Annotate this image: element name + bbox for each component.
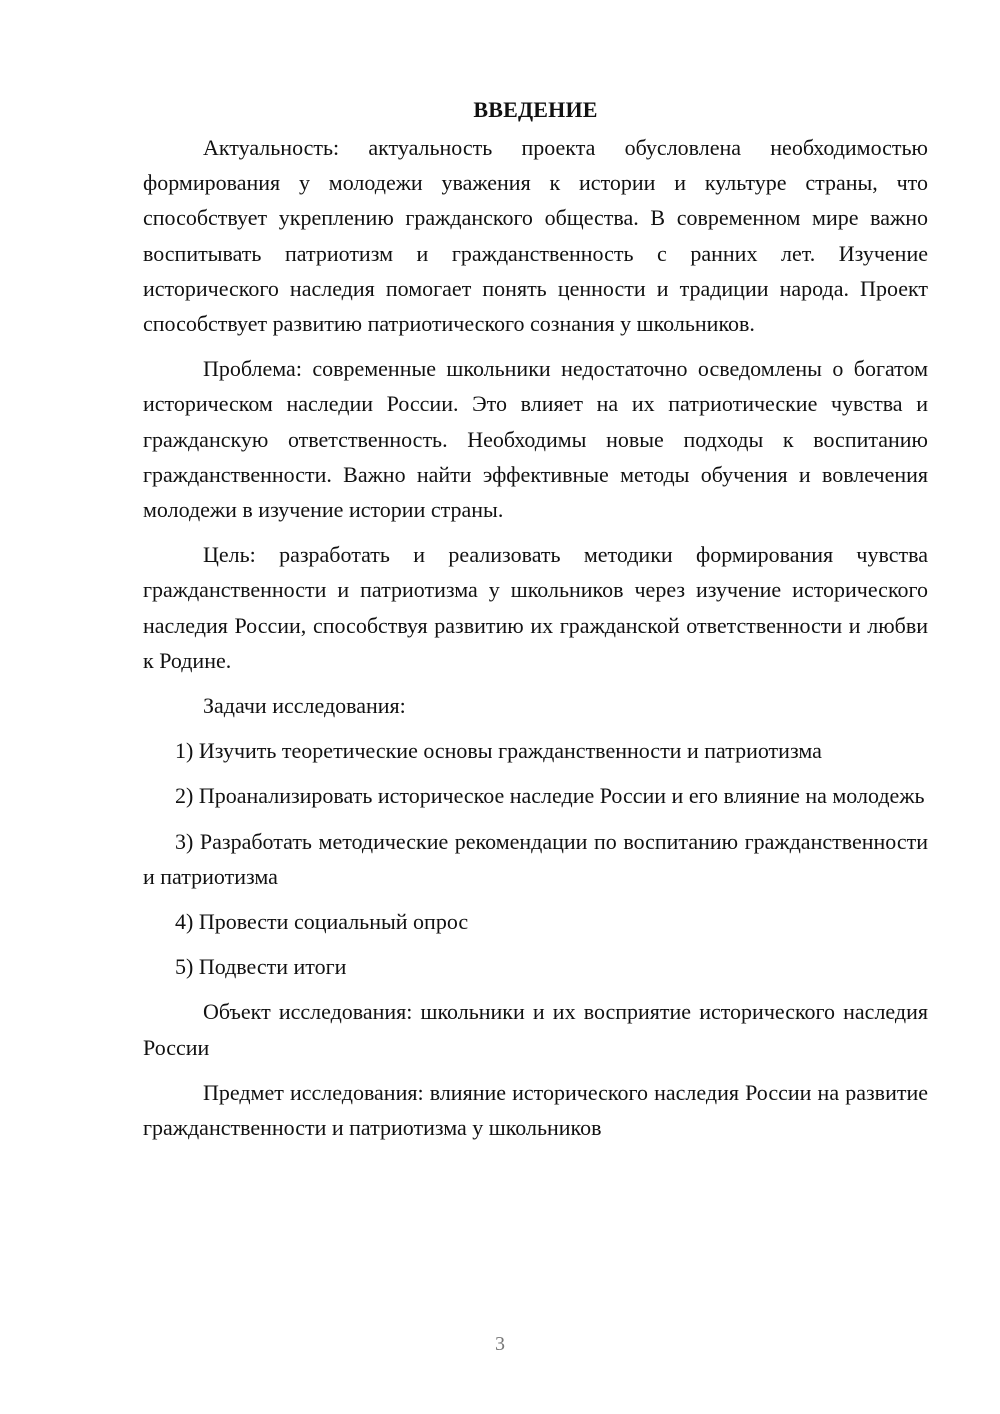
task-item: 1) Изучить теоретические основы гражданственности и патриотизма xyxy=(175,738,822,764)
page-number: 3 xyxy=(495,1333,505,1355)
document-page xyxy=(143,92,928,1145)
task-item: 5) Подвести итоги xyxy=(175,954,347,980)
relevance-paragraph: Актуальность: актуальность проекта обусловлена необходимостью формирования у молодежи уважения к истории и культуре страны, что способствует укреплению гражданского общества. В современном мире важно воспитывать патриотизм и гражданственность с ранних лет. Изучение исторического наследия помогает понять ценности и традиции народа. Проект способствует развитию патриотического сознания у школьников. xyxy=(143,135,928,337)
section-heading: ВВЕДЕНИЕ xyxy=(473,97,598,122)
problem-paragraph: Проблема: современные школьники недостаточно осведомлены о богатом историческом наследии России. Это влияет на их патриотические чувства и гражданскую ответственность. Необходимы новые подходы к воспитанию гражданственности. Важно найти эффективные методы обучения и вовлечения молодежи в изучение истории страны. xyxy=(143,356,928,523)
task-item: 3) Разработать методические рекомендации по воспитанию гражданственности и патриотизма xyxy=(143,828,928,889)
subject-paragraph: Предмет исследования: влияние исторического наследия России на развитие гражданственности и патриотизма у школьников xyxy=(143,1079,928,1141)
task-item: 2) Проанализировать историческое наследие России и его влияние на молодежь xyxy=(175,783,925,809)
goal-paragraph: Цель: разработать и реализовать методики формирования чувства гражданственности и патриотизма у школьников через изучение исторического наследия России, способствуя развитию их гражданской ответственности и любви к Родине. xyxy=(143,542,928,673)
tasks-heading: Задачи исследования: xyxy=(203,693,406,719)
object-paragraph: Объект исследования: школьники и их восприятие исторического наследия России xyxy=(143,999,928,1060)
task-item: 4) Провести социальный опрос xyxy=(175,909,469,935)
